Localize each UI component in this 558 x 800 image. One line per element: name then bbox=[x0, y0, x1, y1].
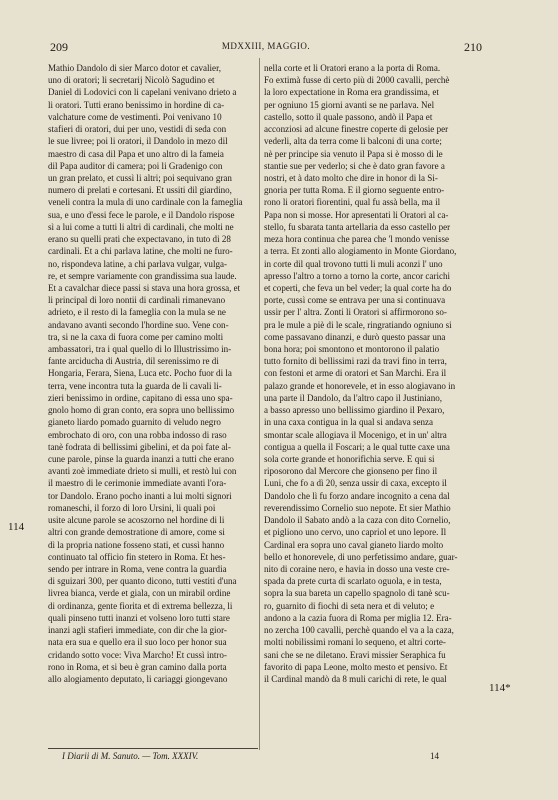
text-line: usite alcune parole se acoszorno nel hordine di li bbox=[48, 515, 225, 526]
text-line: li oratori. Tutti erano benissimo in hordine di ca- bbox=[48, 99, 225, 110]
text-line: Cardinal era sopra uno caval gianeto liardo molto bbox=[264, 539, 444, 550]
text-line: stafieri di oratori, dui per uno, vestidi di seda con bbox=[48, 124, 227, 135]
text-line: un gran prelato, et cussì li altri; poi sequivano gran bbox=[48, 172, 232, 183]
text-line: tanè fodrata di bellissimi gibelini, et da poi fate al- bbox=[48, 441, 231, 452]
text-line: come passavano dinanzi, e durò questo passar una bbox=[264, 331, 446, 342]
text-line: ussir per l' altra. Zonti li Oratori si affirmorono so- bbox=[264, 307, 447, 318]
text-line: uno di oratori; li secretarij Nicolò Sagudino et bbox=[48, 75, 215, 86]
text-line: gnoria per tutta Roma. E il giorno seguente entro- bbox=[264, 185, 445, 196]
text-line: andavano avanti secondo l'hordine suo. Vene con- bbox=[48, 319, 229, 330]
text-line: fante arciducha di Austria, dil serenissimo re di bbox=[48, 356, 219, 367]
text-line: cune parole, pinse la guarda inanzi a tutti che erano bbox=[48, 454, 234, 464]
text-line: spada da prete curta di scarlato oguola, e in testa, bbox=[264, 576, 442, 587]
text-line: andono a la cazia fuora di Roma per miglia 12. Era- bbox=[264, 612, 452, 623]
text-line: altri con grande demostratione di amore, come si bbox=[48, 527, 225, 538]
text-line: molti nobilissimi romani lo sequeno, et altri corte- bbox=[264, 637, 446, 648]
text-line: gnolo homo di gran conto, era sopra uno bellissimo bbox=[48, 405, 235, 416]
text-line: palazo grande et honorevele, et in esso alogiavano in bbox=[264, 380, 456, 391]
text-line: la loro expectatione in Roma era grandissima, et bbox=[264, 87, 439, 98]
text-line: riposorono dal Mercore che gionseno per fino il bbox=[264, 466, 438, 477]
text-line: no zercha 100 cavalli, perchè quando el va a la caza, bbox=[264, 625, 454, 636]
signature-mark: 14 bbox=[430, 751, 439, 761]
text-line: apresso l'altro a torno a torno la corte, ancor carichi bbox=[264, 270, 451, 281]
text-line: Mathio Dandolo di sier Marco dotor et cavalier, bbox=[48, 63, 221, 73]
right-page-number: 210 bbox=[464, 40, 482, 54]
text-line: sani che se ne diletano. Eravi missier Seraphica fu bbox=[264, 649, 446, 660]
text-line: et pigliono uno cervo, uno capriol et uno lepore. Il bbox=[264, 527, 447, 538]
column-divider bbox=[259, 58, 260, 750]
text-line: quali pinseno tutti inanzi et volseno loro tutti stare bbox=[48, 612, 230, 623]
text-line: avanti zoè immediate drieto si mulli, et restò lui con bbox=[48, 466, 237, 477]
text-line: castello, sotto il quale passono, andò il Papa et bbox=[264, 111, 433, 122]
text-line: sua, e uno d'essi fece le parole, e il Dandolo rispose bbox=[48, 209, 235, 220]
text-line: bello et honorevele, di uno perfetissimo andare, guar- bbox=[264, 551, 458, 562]
text-line: tra, si ne la caxa di fuora come per camino molti bbox=[48, 331, 224, 342]
text-line: li principal di loro nontii di cardinali rimanevano bbox=[48, 295, 226, 306]
text-line: romaneschi, il forzo di loro Ursini, li quali poi bbox=[48, 502, 216, 513]
text-line: cardinali. Et a chi parlava latine, che molti ne furo- bbox=[48, 246, 233, 257]
text-line: Fo extimà fusse di certo più di 2000 cavalli, perchè bbox=[264, 75, 450, 86]
text-line: Dandolo il Sabato andò a la caza con dito Cornelio, bbox=[264, 515, 451, 526]
text-line: nè per principe sia venuto il Papa si è mosso di le bbox=[264, 148, 443, 159]
text-line: stello, fu sbarata tanta artellaria da esso castello per bbox=[264, 221, 451, 232]
text-line: bona hora; poi smontono et montorono il palatio bbox=[264, 344, 440, 355]
text-line: livrea bianca, verde et giala, con un mirabil ordine bbox=[48, 588, 231, 599]
text-line: tutto fornito di bellissimi razi da travi fino in terra, bbox=[264, 356, 447, 367]
text-line: inanzi agli stafieri immediate, con dir che la gior- bbox=[48, 625, 227, 636]
text-line: il Cardinal mandò da 8 muli carichi di rete, le qual bbox=[264, 673, 447, 684]
text-line: terra, vene incontra tuta la guarda de li cavali li- bbox=[48, 380, 222, 391]
text-line: pra le mule a piè di le scale, ringratiando ogniuno si bbox=[264, 319, 452, 330]
text-line: nata era sua e quello era il suo loco per honor sua bbox=[48, 637, 227, 648]
text-line: nostri, et à dato molto che dire in honor di la Si- bbox=[264, 172, 438, 183]
text-line: numero di prelati e cortesani. Et ussiti dil giardino, bbox=[48, 185, 232, 196]
text-line: favorito di papa Leone, molto mesto et pensivo. Et bbox=[264, 661, 448, 672]
right-text-column bbox=[264, 62, 480, 755]
left-margin-note: 114 bbox=[8, 521, 25, 533]
footer-rule bbox=[48, 748, 258, 749]
text-line: porte, cussì come se entrava per una si continuava bbox=[264, 295, 446, 306]
text-line: cridando sotto voce: Viva Marcho! Et cussì intro- bbox=[48, 649, 227, 660]
text-line: in corte dil qual trovono tutti li muli aconzi l' uno bbox=[264, 258, 443, 269]
text-line: a basso apresso uno bellissimo giardino il Pexaro, bbox=[264, 405, 445, 416]
footer-citation: I Diarii di M. Sanuto. — Tom. XXXIV. bbox=[62, 751, 199, 761]
text-line: sola corte grande et honorifichia serve. E qui si bbox=[264, 454, 435, 464]
text-line: contigua a quella il Foscari; a le qual tutte caxe una bbox=[264, 441, 450, 452]
text-line: Hongaria, Ferara, Siena, Luca etc. Pocho fuor di la bbox=[48, 368, 232, 379]
text-line: di ordinanza, gente fiorita et di extrema bellezza, li bbox=[48, 600, 233, 611]
text-line: ro, guarnito di fiochi di seta nera et di veluto; e bbox=[264, 600, 435, 611]
text-line: et coperti, che feva un bel veder; la qual corte ha do bbox=[264, 282, 452, 293]
right-margin-note: 114* bbox=[489, 682, 511, 694]
text-line: di sguizari 300, per quanto dicono, tutti vestiti d'una bbox=[48, 576, 237, 587]
text-line: adrieto, e il resto di la fameglia con la mula se ne bbox=[48, 307, 226, 318]
text-line: a terra. Et zonti allo alogiamento in Monte Giordano, bbox=[264, 246, 457, 257]
text-line: Et a cavalchar diece passi si stava una hora grossa, et bbox=[48, 282, 241, 293]
text-line: le sue livree; poi li oratori, il Dandolo in mezo dil bbox=[48, 136, 228, 147]
text-line: acconziosi ad alcune finestre coperte di gelosie per bbox=[264, 124, 449, 135]
text-line: in una caxa contigua in la qual si andava senza bbox=[264, 417, 434, 428]
text-line: con festoni et arme di oratori et San Marchi. Era il bbox=[264, 368, 447, 379]
text-line: zieri benissimo in ordine, capitano di essa uno spa- bbox=[48, 392, 233, 403]
text-line: allo alogiamento deputato, li cariaggi giongevano bbox=[48, 673, 228, 684]
text-line: tor Dandolo. Erano pocho inanti a lui molti signori bbox=[48, 490, 232, 501]
text-line: no, rispondeva latine, a chi parlava vulgar, vulga- bbox=[48, 258, 228, 269]
text-line: nella corte et li Oratori erano a la porta di Roma. bbox=[264, 63, 441, 73]
text-line: embrochato di oro, con una robba indosso di raso bbox=[48, 429, 227, 440]
text-line: erano su quelli prati che expectavano, in tuto di 28 bbox=[48, 234, 231, 245]
text-line: maestro di casa dil Papa et uno altro di la fameia bbox=[48, 148, 224, 159]
text-line: vederli, alta da terra come li balconi di una corte; bbox=[264, 136, 442, 147]
left-text-column bbox=[48, 62, 256, 747]
text-line: dì la propria natione fosseno stati, et cussì hanno bbox=[48, 539, 225, 550]
text-line: dil Papa auditor di camera; poi li Gradenigo con bbox=[48, 160, 223, 171]
text-line: veneli contra la mula di uno cardinale con la fameglia bbox=[48, 197, 243, 208]
text-line: valchature come de vestimenti. Poi venivano 10 bbox=[48, 111, 222, 122]
text-line: continuato tal officio fin stetero in Roma. Et hes- bbox=[48, 551, 226, 562]
text-line: Luni, che fo a dì 20, senza ussir di caxa, excepto il bbox=[264, 478, 447, 489]
text-line: sopra la sua bareta un capello spagnolo di tanè scu- bbox=[264, 588, 450, 599]
text-line: gianeto liardo pomado guarnito di veludo negro bbox=[48, 417, 221, 428]
running-head: MDXXIII, MAGGIO. bbox=[221, 41, 311, 51]
text-line: Papa non si mosse. Hor apresentati li Oratori al ca- bbox=[264, 209, 449, 220]
text-line: Dandolo che lì fu forzo andare incognito a cena dal bbox=[264, 490, 450, 501]
text-line: ambassatori, tra i qual quello di lo Illustrissimo in- bbox=[48, 344, 232, 355]
text-line: sendo per intrare in Roma, vene contra la guardia bbox=[48, 563, 227, 574]
text-line: per ogniuno 15 giorni avanti se ne parlava. Nel bbox=[264, 99, 435, 110]
text-line: smontar scale allogiava il Mocenigo, et in un' altra bbox=[264, 429, 447, 440]
text-line: rono in Roma, et si beu è gran camino dalla porta bbox=[48, 661, 227, 672]
text-line: meza hora continua che parea che 'l mondo venisse bbox=[264, 234, 450, 245]
text-line: il maestro di le cerimonie immediate avanti l'ora- bbox=[48, 478, 227, 489]
text-line: una parte il Dandolo, da l'altro capo il Justiniano, bbox=[264, 392, 443, 403]
left-page-number: 209 bbox=[50, 40, 68, 54]
text-line: rono li oratori fiorentini, qual fu assà bella, ma il bbox=[264, 197, 441, 208]
page-header bbox=[50, 40, 482, 56]
text-line: re, et sempre variamente con grandissima sua laude. bbox=[48, 270, 237, 281]
text-line: Daniel di Lodovici con li capelani venivano drieto a bbox=[48, 87, 237, 98]
text-line: reverendissimo Cornelio suo nepote. Et sier Mathio bbox=[264, 502, 451, 513]
text-line: nito di coraine nero, e havia in dosso una veste cre- bbox=[264, 563, 450, 574]
text-line: sì a lui come a tutti li altri di cardinali, che molti ne bbox=[48, 221, 234, 232]
text-line: stantie sue per vederlo; si che è dato gran favore a bbox=[264, 160, 445, 171]
